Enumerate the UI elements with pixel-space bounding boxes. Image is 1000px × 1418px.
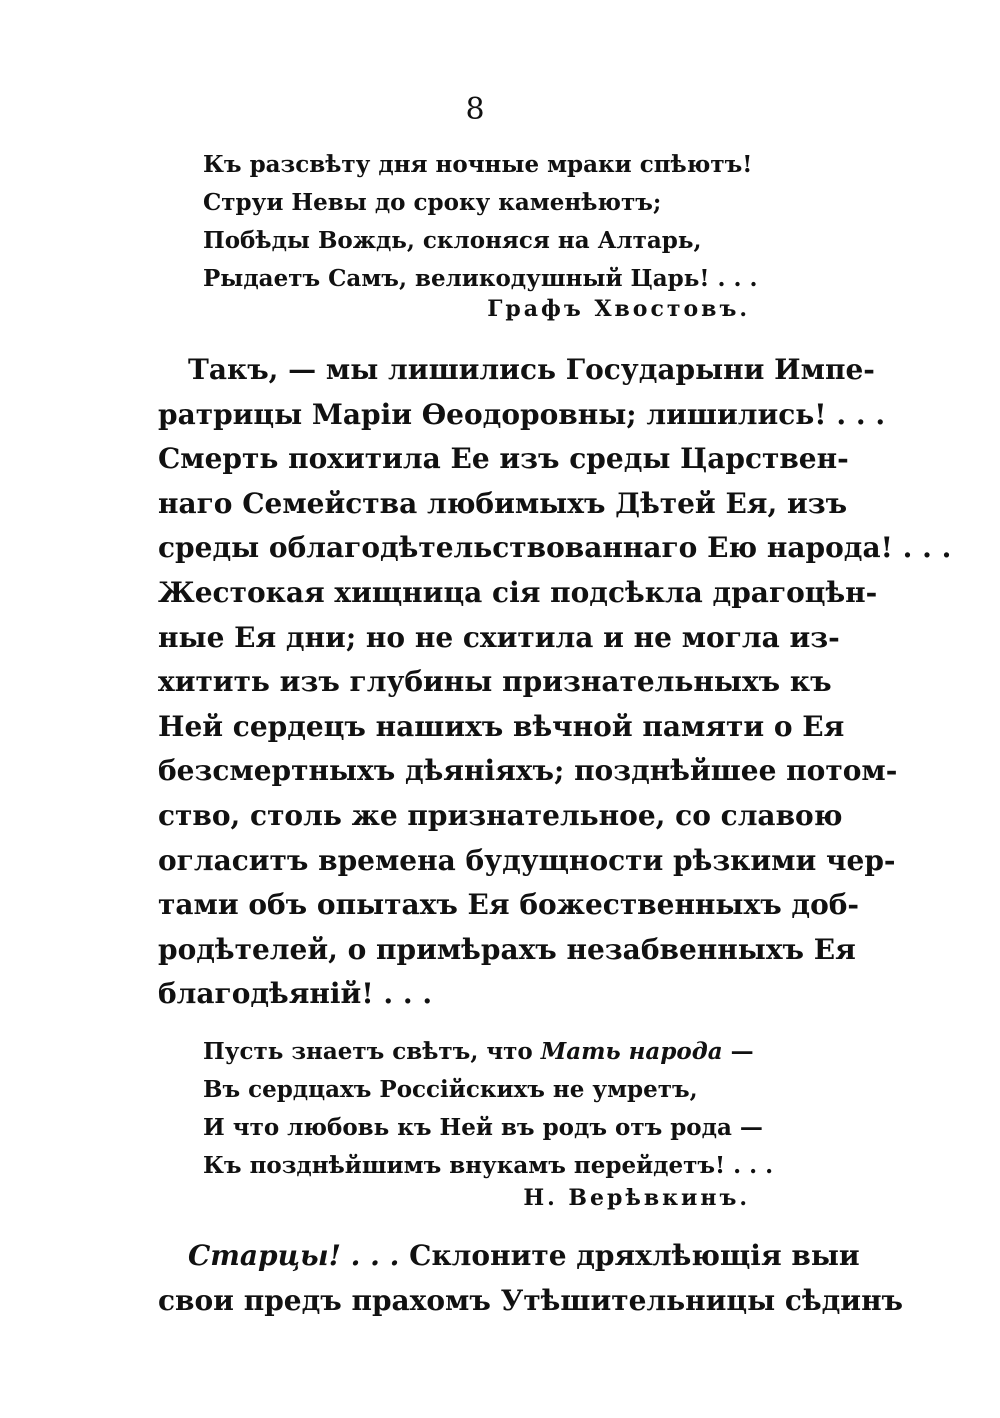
verse-line: Побѣды Вождь, склоняся на Алтарь, — [203, 227, 702, 254]
prose-line: безсмертныхъ дѣяніяхъ; позднѣйшее потом- — [158, 754, 898, 788]
prose-italic-address: Старцы! . . . — [188, 1239, 400, 1272]
prose-line: свои предъ прахомъ Утѣшительницы сѣдинъ — [158, 1283, 904, 1317]
prose-line: Смерть похитила Ее изъ среды Царствен- — [158, 442, 849, 476]
verse-quatrain-1 — [203, 146, 758, 298]
prose-line: ратрицы Маріи Ѳеодоровны; лишились! . . . — [158, 397, 886, 431]
prose-line: Жестокая хищница сія подсѣкла драгоцѣн- — [158, 575, 878, 609]
verse-text: — — [722, 1038, 754, 1065]
prose-line: Такъ, — мы лишились Государыни Импе- — [188, 353, 875, 386]
prose-line: родѣтелей, о примѣрахъ незабвенныхъ Ея — [158, 932, 856, 966]
prose-line: наго Семейства любимыхъ Дѣтей Ея, изъ — [158, 486, 848, 520]
verse-line: Къ позднѣйшимъ внукамъ перейдетъ! . . . — [203, 1152, 774, 1179]
verse-line: И что любовь къ Ней въ родъ отъ рода — — [203, 1114, 763, 1141]
verse-line: Рыдаетъ Самъ, великодушный Царь! . . . — [203, 265, 758, 292]
prose-line: ство, столь же признательное, со славою — [158, 798, 843, 832]
prose-text: Склоните дряхлѣющія выи — [399, 1239, 860, 1272]
verse-line: Къ разсвѣту дня ночные мраки спѣютъ! — [203, 151, 753, 178]
prose-line: Ней сердецъ нашихъ вѣчной памяти о Ея — [158, 709, 845, 743]
prose-line: хитить изъ глубины признательныхъ къ — [158, 665, 832, 699]
prose-line: огласитъ времена будущности рѣзкими чер- — [158, 843, 896, 877]
prose-paragraph-1 — [158, 348, 952, 1017]
prose-line: тами объ опытахъ Ея божественныхъ доб- — [158, 888, 860, 922]
verse-quatrain-2 — [203, 1033, 773, 1185]
prose-line: благодѣяній! . . . — [158, 977, 433, 1011]
verse-line: Въ сердцахъ Россійскихъ не умретъ, — [203, 1076, 698, 1103]
verse-line — [203, 1033, 773, 1071]
prose-line — [158, 1234, 860, 1279]
prose-line: ные Ея дни; но не схитила и не могла из- — [158, 620, 840, 654]
verse-text: Пусть знаетъ свѣтъ, что — [203, 1038, 541, 1065]
prose-paragraph-2 — [158, 1234, 904, 1323]
verse-1-signature: Графъ Хвостовъ. — [487, 296, 750, 322]
page-number: 8 — [465, 92, 485, 127]
verse-line: Струи Невы до сроку каменѣютъ; — [203, 189, 662, 216]
verse-2-signature: Н. Верѣвкинъ. — [523, 1185, 750, 1211]
verse-italic-emphasis: Мать народа — [540, 1038, 723, 1065]
prose-line: среды облагодѣтельствованнаго Ею народа! . . . — [158, 531, 952, 565]
